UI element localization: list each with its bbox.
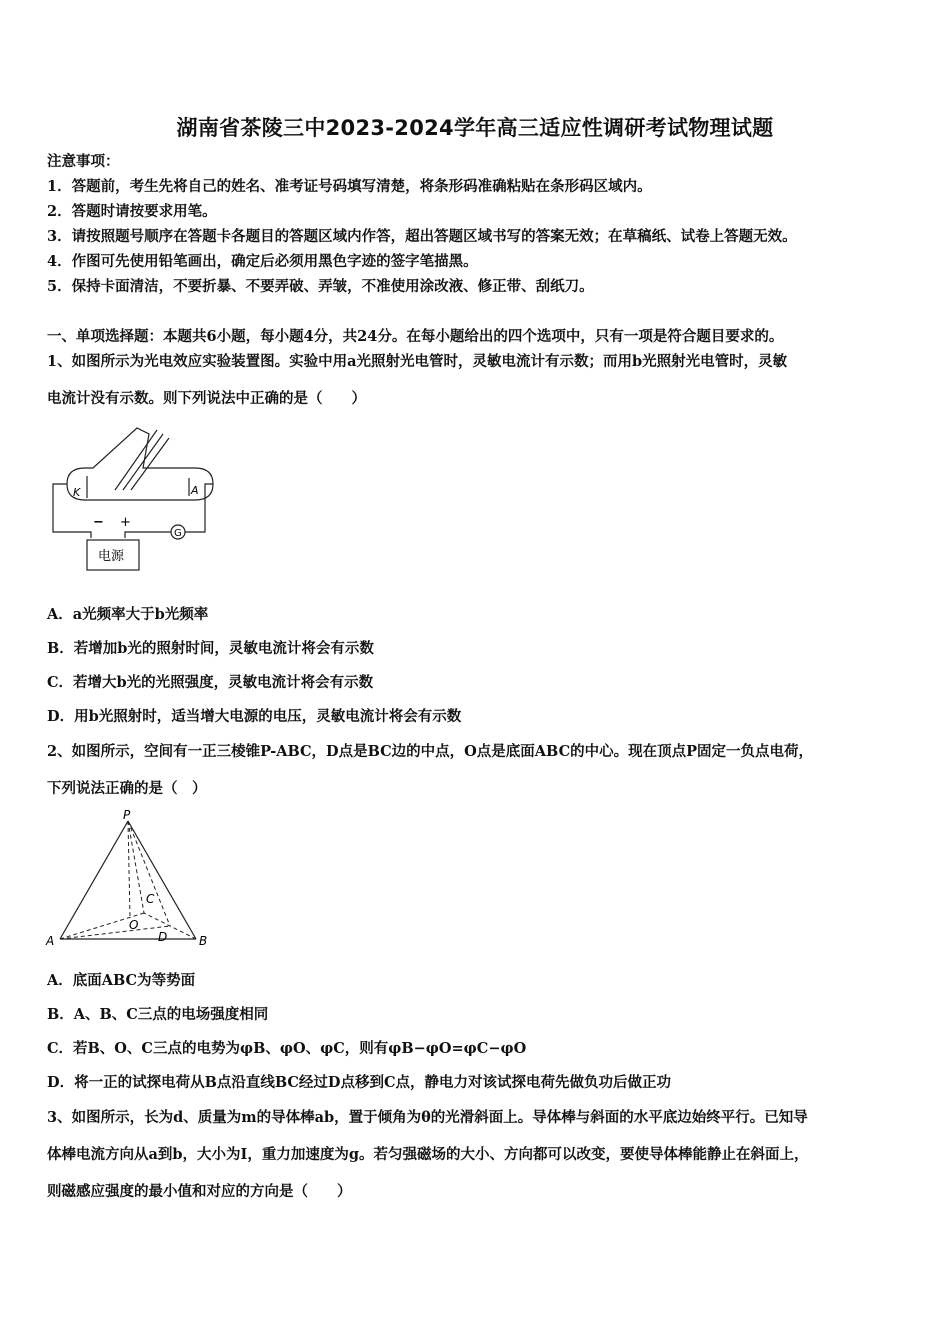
option-a: A．a光频率大于b光频率 bbox=[47, 606, 209, 623]
option-c: C．若B、O、C三点的电势为φB、φO、φC，则有φB−φO=φC−φO bbox=[47, 1040, 527, 1057]
page-title: 湖南省茶陵三中2023-2024学年高三适应性调研考试物理试题 bbox=[176, 116, 774, 140]
vertex-b-label: B bbox=[199, 934, 208, 948]
question-1-stem: 1、如图所示为光电效应实验装置图。实验中用a光照射光电管时，灵敏电流计有示数；而用b光照射光电管时，灵敏 bbox=[47, 353, 788, 370]
segment-po bbox=[128, 821, 130, 917]
plus-sign: + bbox=[120, 515, 131, 530]
question-2-stem: 下列说法正确的是（ ） bbox=[47, 780, 207, 797]
circuit-wire bbox=[125, 532, 171, 538]
circuit-wire bbox=[53, 484, 91, 538]
segment-pd bbox=[128, 821, 170, 926]
option-b: B．若增加b光的照射时间，灵敏电流计将会有示数 bbox=[47, 640, 374, 657]
pyramid-figure bbox=[40, 805, 220, 955]
section-heading: 一、单项选择题：本题共6小题，每小题4分，共24分。在每小题给出的四个选项中，只有一项是符合题目要求的。 bbox=[47, 328, 784, 345]
edge-pa bbox=[60, 821, 128, 939]
notice-heading: 注意事项： bbox=[47, 153, 120, 170]
question-1-stem: 电流计没有示数。则下列说法中正确的是（ ） bbox=[47, 390, 366, 407]
galvanometer-label: G bbox=[174, 528, 182, 539]
light-ray bbox=[123, 434, 163, 490]
option-d: D．将一正的试探电荷从B点沿直线BC经过D点移到C点，静电力对该试探电荷先做负功后做正功 bbox=[47, 1074, 672, 1091]
light-ray bbox=[115, 430, 157, 490]
vertex-a-label: A bbox=[46, 934, 55, 948]
vertex-p-label: P bbox=[123, 808, 131, 822]
photoelectric-apparatus-figure bbox=[45, 420, 225, 580]
segment-ad bbox=[60, 926, 170, 939]
anode-label: A bbox=[191, 484, 199, 497]
vertex-c-label: C bbox=[146, 892, 155, 906]
notice-item: 2．答题时请按要求用笔。 bbox=[47, 203, 217, 220]
option-d: D．用b光照射时，适当增大电源的电压，灵敏电流计将会有示数 bbox=[47, 708, 462, 725]
question-3-stem: 3、如图所示，长为d、质量为m的导体棒ab，置于倾角为θ的光滑斜面上。导体棒与斜面的水平底边始终平行。已知导 bbox=[47, 1109, 808, 1126]
option-c: C．若增大b光的光照强度，灵敏电流计将会有示数 bbox=[47, 674, 374, 691]
notice-item: 1．答题前，考生先将自己的姓名、准考证号码填写清楚，将条形码准确粘贴在条形码区域内。 bbox=[47, 178, 652, 195]
option-a: A．底面ABC为等势面 bbox=[47, 972, 196, 989]
question-2-stem: 2、如图所示，空间有一正三棱锥P-ABC，D点是BC边的中点，O点是底面ABC的中心。现在顶点P固定一负点电荷， bbox=[47, 743, 814, 760]
notice-item: 5．保持卡面清洁，不要折暴、不要弄破、弄皱，不准使用涂改液、修正带、刮纸刀。 bbox=[47, 278, 594, 295]
question-3-stem: 则磁感应强度的最小值和对应的方向是（ ） bbox=[47, 1183, 352, 1200]
question-3-stem: 体棒电流方向从a到b，大小为I，重力加速度为g。若匀强磁场的大小、方向都可以改变，要使导体棒能静止在斜面上， bbox=[47, 1146, 809, 1163]
option-b: B．A、B、C三点的电场强度相同 bbox=[47, 1006, 269, 1023]
power-source-label: 电源 bbox=[98, 549, 125, 564]
cathode-label: K bbox=[73, 486, 81, 499]
notice-item: 3．请按照题号顺序在答题卡各题目的答题区域内作答，超出答题区域书写的答案无效；在草稿纸、试卷上答题无效。 bbox=[47, 228, 797, 245]
light-ray bbox=[131, 438, 169, 490]
point-o-label: O bbox=[129, 918, 139, 932]
minus-sign: − bbox=[93, 515, 104, 530]
notice-item: 4．作图可先使用铅笔画出，确定后必须用黑色字迹的签字笔描黑。 bbox=[47, 253, 478, 270]
point-d-label: D bbox=[158, 930, 168, 944]
